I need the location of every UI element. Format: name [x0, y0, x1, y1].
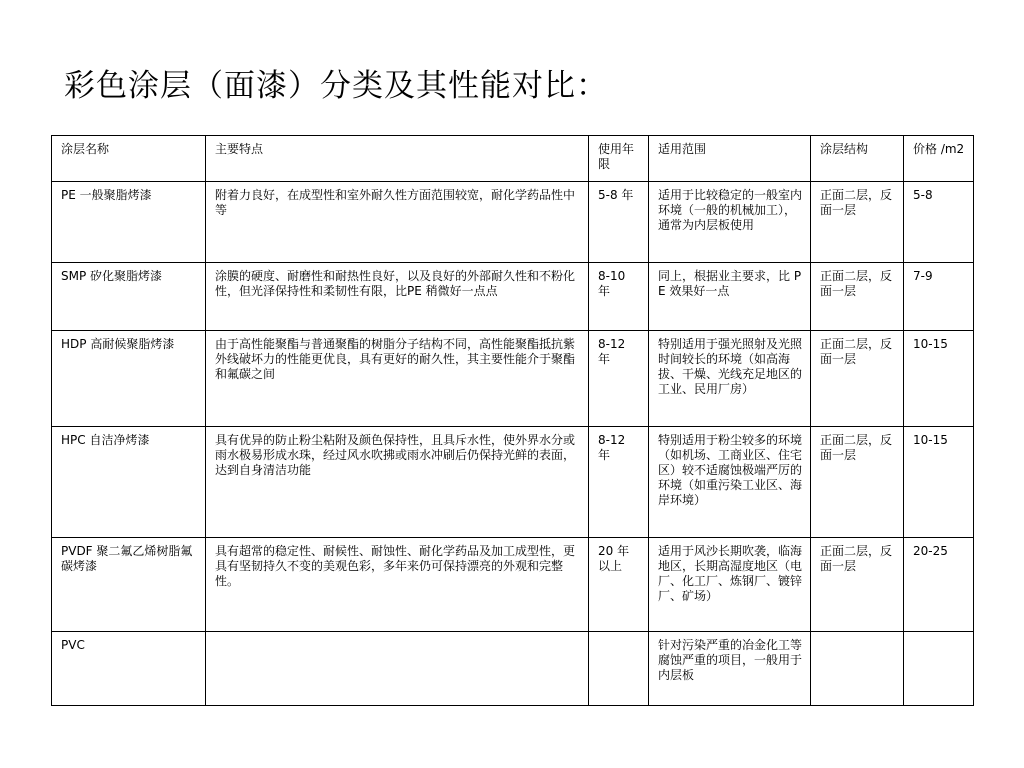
header-service-life: 使用年限	[589, 136, 649, 182]
table-row	[52, 182, 974, 263]
cell-service-life: 8-10 年	[589, 263, 649, 331]
cell-service-life: 8-12 年	[589, 427, 649, 538]
cell-application-scope: 针对污染严重的冶金化工等腐蚀严重的项目，一般用于内层板	[649, 632, 811, 706]
cell-price: 7-9	[904, 263, 974, 331]
cell-coating-name: HDP 高耐候聚脂烤漆	[52, 331, 206, 427]
cell-service-life: 5-8 年	[589, 182, 649, 263]
cell-coating-name: PVC	[52, 632, 206, 706]
cell-price: 10-15	[904, 331, 974, 427]
cell-application-scope: 适用于比较稳定的一般室内环境（一般的机械加工），通常为内层板使用	[649, 182, 811, 263]
header-coating-name: 涂层名称	[52, 136, 206, 182]
table-row	[52, 632, 974, 706]
cell-service-life	[589, 632, 649, 706]
cell-coating-structure: 正面二层，反面一层	[811, 331, 904, 427]
header-application-scope: 适用范围	[649, 136, 811, 182]
cell-application-scope: 特别适用于强光照射及光照时间较长的环境（如高海拔、干燥、光线充足地区的工业、民用厂房）	[649, 331, 811, 427]
cell-main-features: 附着力良好，在成型性和室外耐久性方面范围较宽，耐化学药品性中等	[206, 182, 589, 263]
table-row	[52, 427, 974, 538]
table-body	[52, 182, 974, 706]
table-header-row	[52, 136, 974, 182]
header-coating-structure: 涂层结构	[811, 136, 904, 182]
cell-application-scope: 同上，根据业主要求，比 PE 效果好一点	[649, 263, 811, 331]
slide-title: 彩色涂层（面漆）分类及其性能对比：	[64, 68, 608, 104]
cell-service-life: 20 年以上	[589, 538, 649, 632]
cell-application-scope: 适用于风沙长期吹袭，临海地区，长期高湿度地区（电厂、化工厂、炼钢厂、镀锌厂、矿场）	[649, 538, 811, 632]
cell-main-features: 具有超常的稳定性、耐候性、耐蚀性、耐化学药品及加工成型性，更具有坚韧持久不变的美观色彩，多年来仍可保持漂亮的外观和完整性。	[206, 538, 589, 632]
coating-comparison-table	[51, 135, 974, 706]
cell-coating-name: SMP 矽化聚脂烤漆	[52, 263, 206, 331]
cell-coating-structure: 正面二层，反面一层	[811, 538, 904, 632]
cell-price: 5-8	[904, 182, 974, 263]
table-row	[52, 331, 974, 427]
header-main-features: 主要特点	[206, 136, 589, 182]
cell-main-features	[206, 632, 589, 706]
cell-coating-structure: 正面二层，反面一层	[811, 182, 904, 263]
table-row	[52, 263, 974, 331]
cell-coating-name: PVDF 聚二氟乙烯树脂氟碳烤漆	[52, 538, 206, 632]
cell-main-features: 涂膜的硬度、耐磨性和耐热性良好，以及良好的外部耐久性和不粉化性，但光泽保持性和柔韧性有限，比PE 稍微好一点点	[206, 263, 589, 331]
cell-coating-structure: 正面二层，反面一层	[811, 263, 904, 331]
cell-main-features: 具有优异的防止粉尘粘附及颜色保持性，且具斥水性，使外界水分或雨水极易形成水珠，经过风水吹拂或雨水冲刷后仍保持光鲜的表面，达到自身清洁功能	[206, 427, 589, 538]
cell-price: 10-15	[904, 427, 974, 538]
cell-price: 20-25	[904, 538, 974, 632]
header-price-per-m2: 价格 /m2	[904, 136, 974, 182]
cell-service-life: 8-12 年	[589, 331, 649, 427]
cell-main-features: 由于高性能聚酯与普通聚酯的树脂分子结构不同，高性能聚酯抵抗紫外线破坏力的性能更优良，具有更好的耐久性，其主要性能介于聚酯和氟碳之间	[206, 331, 589, 427]
table-row	[52, 538, 974, 632]
cell-coating-structure: 正面二层，反面一层	[811, 427, 904, 538]
cell-application-scope: 特别适用于粉尘较多的环境（如机场、工商业区、住宅区）较不适腐蚀极端严厉的环境（如重污染工业区、海岸环境）	[649, 427, 811, 538]
cell-coating-name: PE 一般聚脂烤漆	[52, 182, 206, 263]
cell-price	[904, 632, 974, 706]
cell-coating-name: HPC 自洁净烤漆	[52, 427, 206, 538]
cell-coating-structure	[811, 632, 904, 706]
